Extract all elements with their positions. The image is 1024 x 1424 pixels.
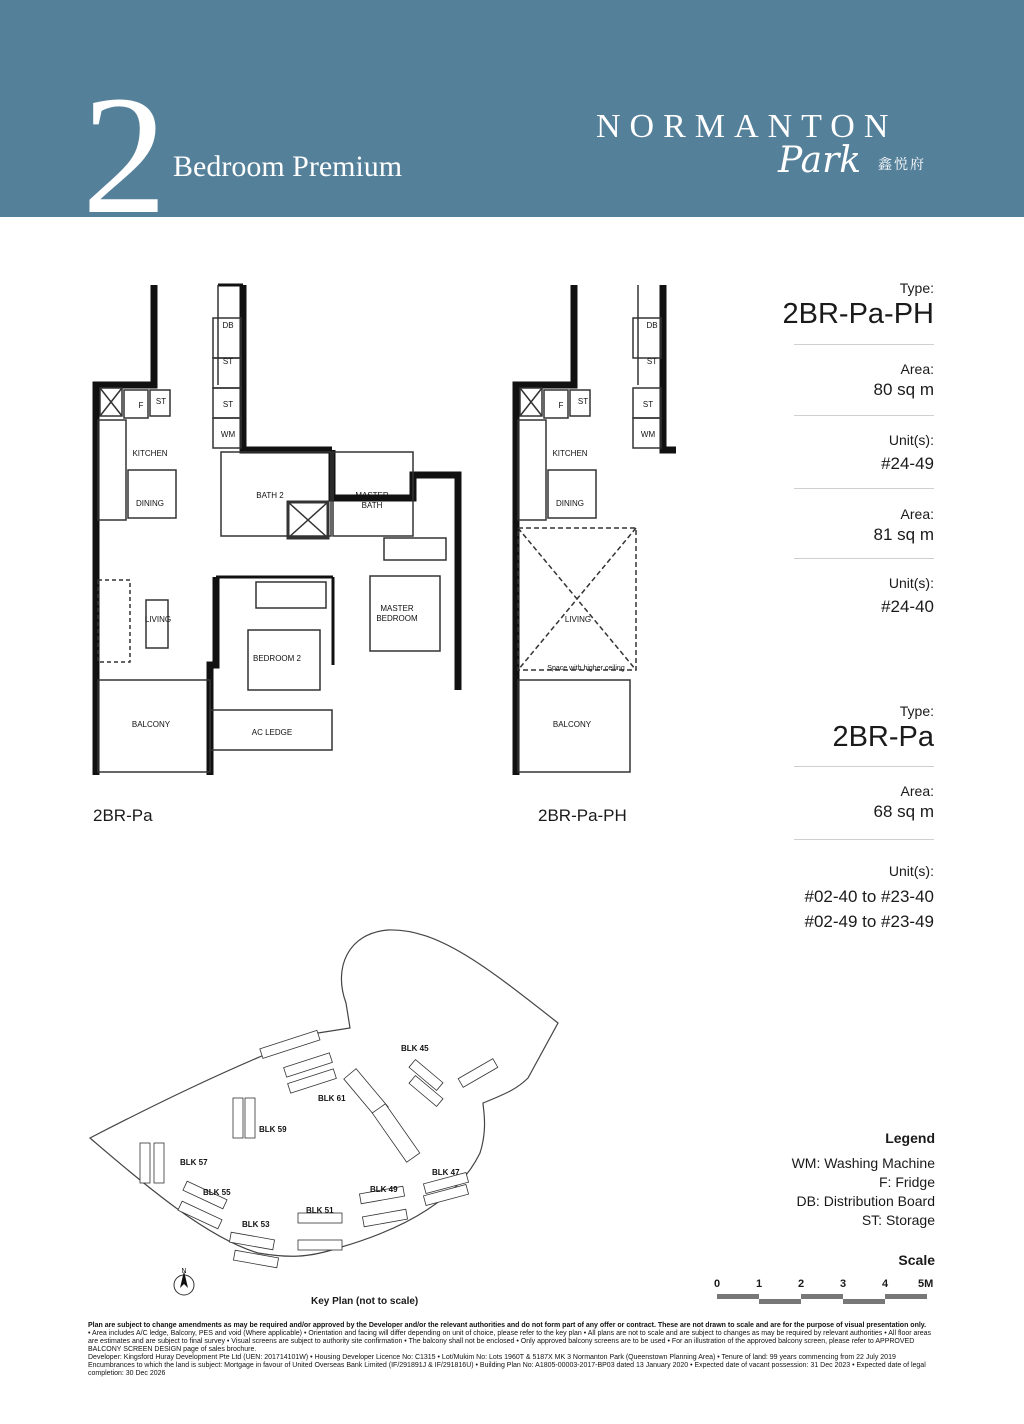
room-label-master-bedroom-2: BEDROOM	[376, 614, 418, 623]
room-label-master-bath: MASTER	[355, 491, 389, 500]
key-blk-53: BLK 53	[242, 1220, 270, 1229]
floor-plan-2br-pa-drawing	[88, 280, 468, 780]
type-label: Type:	[899, 703, 934, 719]
room-label-bath2: BATH 2	[256, 491, 284, 500]
units-row-3	[805, 863, 935, 932]
page-title: Bedroom Premium	[173, 150, 403, 183]
units-label: Unit(s):	[888, 863, 934, 879]
key-plan	[88, 928, 568, 1303]
room-label-ac-ledge: AC LEDGE	[251, 728, 293, 737]
floor-plan-2br-pa-ph	[508, 280, 688, 780]
divider	[794, 839, 934, 840]
type-value-2br-pa: 2BR-Pa	[832, 721, 934, 753]
area-label: Area:	[900, 361, 934, 377]
ph-room-label-living: LIVING	[564, 615, 592, 624]
ph-room-label-kitchen: KITCHEN	[552, 449, 588, 458]
scale-tick-2: 2	[798, 1278, 805, 1290]
area-value: 81 sq m	[873, 525, 934, 544]
ph-room-label-fridge: F	[558, 401, 564, 410]
key-blk-55: BLK 55	[203, 1188, 231, 1197]
key-plan-drawing	[88, 928, 568, 1298]
area-row-3	[874, 783, 934, 822]
area-row-2	[874, 506, 934, 545]
legend	[792, 1130, 935, 1230]
room-label-wm: WM	[220, 430, 236, 439]
plan-caption-2br-pa-ph: 2BR-Pa-PH	[538, 806, 627, 825]
ph-room-label-balcony: BALCONY	[552, 720, 592, 729]
units-label: Unit(s):	[888, 432, 934, 448]
divider	[794, 415, 934, 416]
scale-tick-4: 4	[882, 1278, 889, 1290]
units-value: #24-49	[881, 454, 934, 473]
north-label: N	[181, 1268, 187, 1275]
room-label-db: DB	[222, 321, 234, 330]
header-banner	[0, 0, 1024, 249]
key-blk-45: BLK 45	[401, 1044, 429, 1053]
legend-item-st: ST: Storage	[861, 1212, 935, 1228]
divider	[794, 344, 934, 345]
floor-plan-2br-pa-ph-drawing	[508, 280, 688, 780]
key-blk-51: BLK 51	[306, 1206, 334, 1215]
ph-room-label-wm: WM	[640, 430, 656, 439]
info-block-penthouse	[783, 280, 935, 331]
legend-item-wm: WM: Washing Machine	[791, 1155, 935, 1171]
brand-logo-script: Park	[778, 140, 862, 181]
area-value: 68 sq m	[873, 802, 934, 821]
room-label-dining: DINING	[136, 499, 164, 508]
room-label-living: LIVING	[144, 615, 172, 624]
room-label-master-bath-2: BATH	[361, 501, 383, 510]
room-label-kitchen: KITCHEN	[132, 449, 168, 458]
room-label-st: ST	[222, 357, 234, 366]
floor-plan-2br-pa	[88, 280, 468, 780]
legend-title: Legend	[885, 1130, 935, 1146]
legend-item-f: F: Fridge	[878, 1174, 935, 1190]
north-arrow-icon	[174, 1268, 194, 1295]
key-blk-47: BLK 47	[432, 1168, 460, 1177]
brand-logo-chinese: 鑫悦府	[878, 157, 926, 173]
room-label-st-3: ST	[155, 397, 167, 406]
area-label: Area:	[900, 783, 934, 799]
disclaimer-line-3: Developer: Kingsford Huray Development Pte Ltd (UEN: 201714101W) • Housing Developer Licence No: C1315 • Lot/Mukim No: Lots 1960T & 5187X MK 3 Normanton Park (Queenstown Planning Area) • Tenure of land: 99 years commencing from 22 July 2019 Encumbrances to which the land is subject: Mortgage in favour of United Overseas Bank Limited (IF/291891J & IF/291816U) • Building Plan No: A1805-00003-2017-BP03 dated 13 January 2020 • Expected date of vacant possession: 31 Dec 2023 • Expected date of legal completion: 30 Dec 2026	[88, 1354, 926, 1377]
area-label: Area:	[900, 506, 934, 522]
scale-tick-3: 3	[840, 1278, 847, 1290]
ph-room-label-st: ST	[646, 357, 658, 366]
area-value: 80 sq m	[873, 380, 934, 399]
room-label-fridge: F	[138, 401, 144, 410]
units-value: #24-40	[881, 597, 934, 616]
units-value-line1: #02-40 to #23-40	[804, 887, 934, 906]
disclaimer-footer	[88, 1322, 938, 1378]
ph-room-label-st-2: ST	[642, 400, 654, 409]
ph-room-label-db: DB	[646, 321, 658, 330]
divider	[794, 766, 934, 767]
units-value-line2: #02-49 to #23-49	[804, 912, 934, 931]
disclaimer-line-1: Plan are subject to change amendments as may be required and/or approved by the Developer and/or the relevant authorities and do not form part of any offer or contract. These are not drawn to scale and are for the purpose of visual presentation only.	[88, 1322, 927, 1329]
divider	[794, 558, 934, 559]
key-blk-57: BLK 57	[180, 1158, 208, 1167]
scale-tick-1: 1	[756, 1278, 763, 1290]
room-label-st-2: ST	[222, 400, 234, 409]
type-label: Type:	[899, 280, 934, 296]
divider	[794, 488, 934, 489]
room-label-bedroom2: BEDROOM 2	[252, 654, 302, 663]
units-label: Unit(s):	[888, 575, 934, 591]
scale-tick-0: 0	[714, 1278, 721, 1290]
brand-logo-text: NORMANTON	[596, 108, 898, 145]
ph-label-higher-ceiling: Space with higher ceiling	[547, 665, 625, 672]
plan-caption-2br-pa: 2BR-Pa	[93, 806, 153, 825]
scale-title: Scale	[898, 1252, 935, 1268]
ph-room-label-dining: DINING	[556, 499, 584, 508]
units-row-1	[881, 432, 934, 474]
bedroom-count: 2	[82, 61, 167, 249]
key-blk-49: BLK 49	[370, 1185, 398, 1194]
ph-room-label-st-3: ST	[577, 397, 589, 406]
legend-item-db: DB: Distribution Board	[796, 1193, 935, 1209]
units-row-2	[881, 575, 934, 617]
info-block-standard	[832, 703, 934, 754]
key-blk-59: BLK 59	[259, 1125, 287, 1134]
type-value-2br-pa-ph: 2BR-Pa-PH	[782, 298, 934, 330]
scale-tick-5: 5M	[918, 1278, 934, 1290]
room-label-balcony: BALCONY	[131, 720, 171, 729]
key-blk-61: BLK 61	[318, 1094, 346, 1103]
room-label-master-bedroom: MASTER	[380, 604, 414, 613]
area-row-1	[874, 361, 934, 400]
key-plan-caption: Key Plan (not to scale)	[311, 1296, 419, 1307]
scale-bar	[717, 1294, 931, 1308]
disclaimer-line-2: • Area includes A/C ledge, Balcony, PES and void (Where applicable) • Orientation and facing will differ depending on unit of choice, please refer to the key plan • All plans are not to scale and are subject to changes as may be required by relevant authorities • All floor areas are estimates and are subject to final survey • Visual screens are subject to authority site confirmation • The balcony shall not be enclosed • Only approved balcony screens are to be used • For an illustration of the approved balcony screen, please refer to APPROVED BALCONY SCREEN DESIGN page of sales brochure.	[88, 1330, 932, 1353]
